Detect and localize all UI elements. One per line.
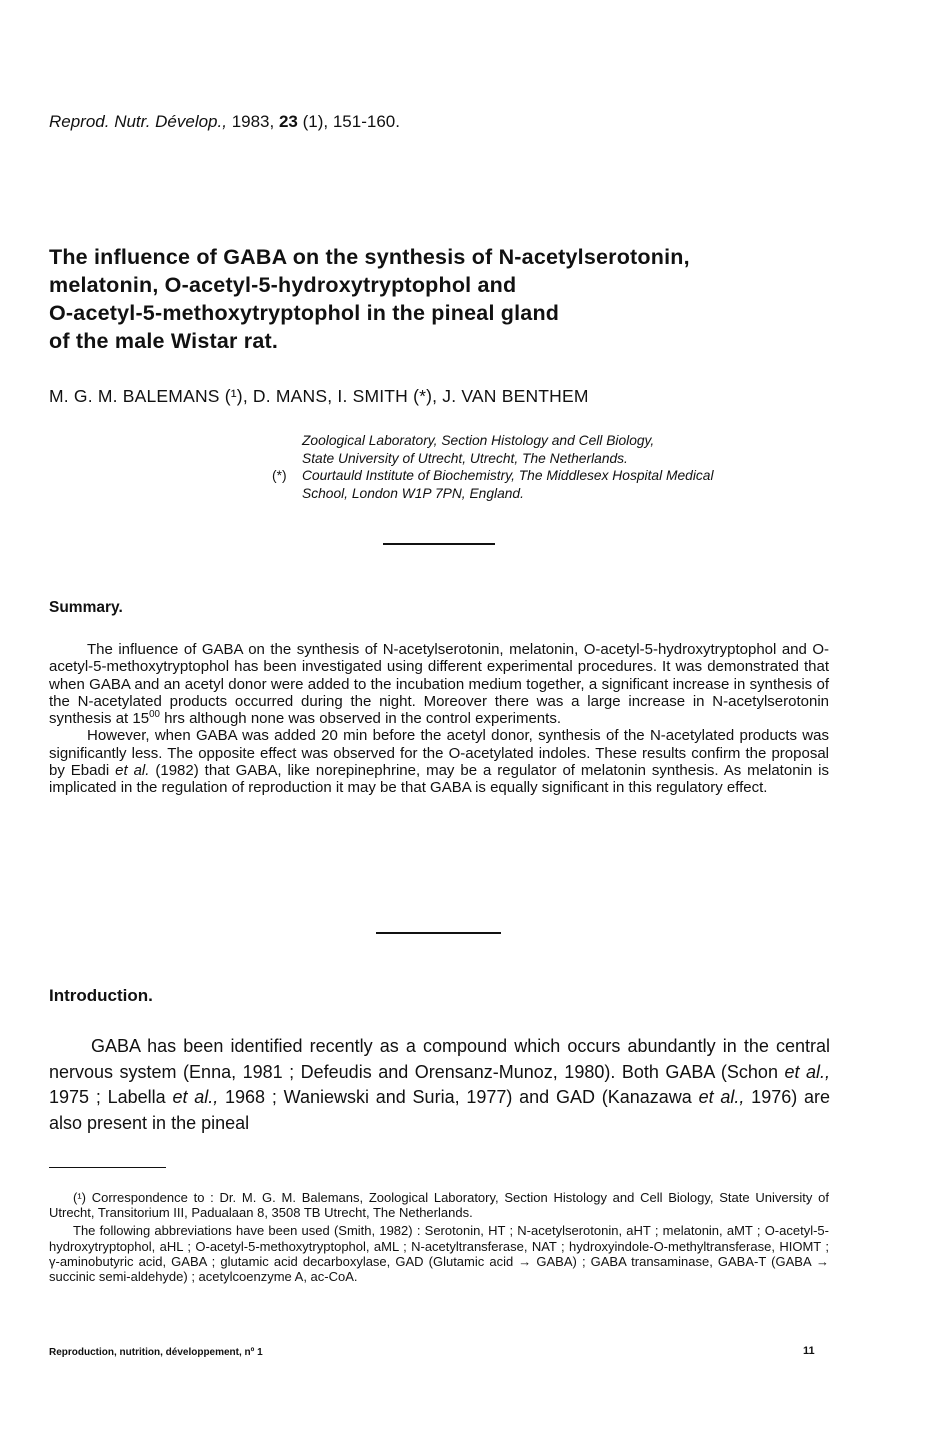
et-al: et al., [698,1087,745,1107]
summary-paragraph [49,727,829,796]
affiliations [272,432,714,502]
summary-heading: Summary. [49,599,123,616]
author-name: M. G. M. BALEMANS [49,386,220,406]
summary-text-run: (1982) that GABA, like norepinephrine, may be a regulator of melatonin synthesis. As melatonin is implicated in the regulation of reproduction it may be that GABA is equally significant in this regulatory effect. [49,762,829,797]
intro-text-run: 1975 ; Labella [49,1087,173,1107]
author-name: , J. VAN BENTHEM [432,386,589,406]
page-number: 11 [803,1345,815,1357]
running-footer: Reproduction, nutrition, développement, nº 1 [49,1347,263,1358]
journal-year: 1983, [231,112,275,131]
journal-citation [49,112,400,132]
paper-title [49,243,889,355]
et-al: et al. [115,762,150,780]
title-line: O-acetyl-5-methoxytryptophol in the pineal gland [49,301,560,325]
superscript-time: 00 [149,709,160,721]
summary-text-run: hrs although none was observed in the control experiments. [159,710,561,728]
footnote-abbreviations: The following abbreviations have been used (Smith, 1982) : Serotonin, HT ; N-acetylserotonin, aHT ; melatonin, aMT ; O-acetyl-5-hydroxytryptophol, aHL ; O-acetyl-5-methoxytryptophol, aML ; N-acetyltransferase, NAT ; hydroxyindole-O-methyltransferase, HIOMT ; γ-aminobutyric acid, GABA ; glutamic acid decarboxylase, GAD (Glutamic acid → GABA) ; GABA transaminase, GABA-T (GABA → succinic semi-aldehyde) ; acetylcoenzyme A, ac-CoA. [49,1223,829,1285]
footnote-correspondence [49,1190,829,1220]
introduction-heading: Introduction. [49,986,153,1005]
footnote-text: Correspondence to : Dr. M. G. M. Balemans, Zoological Laboratory, Section Histology and Cell Biology, State University of Utrecht, Transitorium III, Padualaan 8, 3508 TB Utrecht, The Netherlands. [49,1190,829,1221]
separator-rule [383,543,495,545]
journal-volume: 23 [278,112,298,131]
introduction-paragraph [49,1034,830,1136]
affiliation-line: State University of Utrecht, Utrecht, The Netherlands. [302,450,628,466]
et-al: et al., [172,1087,219,1107]
author-name: , D. MANS, I. SMITH [242,386,409,406]
author-affiliation-mark: (*) [413,386,433,406]
affiliation-line: Zoological Laboratory, Section Histology and Cell Biology, [302,433,655,448]
author-footnote-mark: (¹) [224,386,243,406]
summary-text-run: The influence of GABA on the synthesis of N-acetylserotonin, melatonin, O-acetyl-5-hydroxytryptophol and O-acetyl-5-methoxytryptophol has been investigated using different experimental procedures. It was demonstrated that when GABA and an acetyl donor were added to the incubation medium together, a significant increase in synthesis of the N-acetylated products occurred during the night. Moreover there was a large increase in N-acetylserotonin synthesis at 15 [49,641,829,728]
intro-text-run: 1976) are also present in the pineal [49,1087,831,1133]
et-al: et al., [784,1061,830,1082]
summary-text-run: However, when GABA was added 20 min before the acetyl donor, synthesis of the N-acetylated products was significantly less. The opposite effect was observed for the O-acetylated indoles. These results confirm the proposal by Ebadi [49,727,829,780]
footnote-rule [49,1167,166,1168]
intro-text-run: GABA has been identified recently as a compound which occurs abundantly in the central nervous system (Enna, 1981 ; Defeudis and Orensanz-Munoz, 1980). Both GABA (Schon [49,1036,830,1082]
journal-name: Reprod. Nutr. Dévelop., [49,112,227,131]
affiliation-line: Courtauld Institute of Biochemistry, The Middlesex Hospital Medical [302,468,714,483]
introduction-text [49,1034,830,1136]
summary-paragraph [49,641,829,727]
footnotes [49,1190,829,1287]
journal-issue-pages: (1), 151-160. [302,112,400,131]
footnote-mark: (¹) [73,1190,86,1205]
title-line: melatonin, O-acetyl-5-hydroxytryptophol and [49,273,517,297]
separator-rule [376,932,501,934]
summary-text [49,641,829,797]
intro-text-run: 1968 ; Waniewski and Suria, 1977) and GAD (Kanazawa [218,1087,699,1107]
author-list [49,386,589,407]
title-line: of the male Wistar rat. [49,329,279,353]
affiliation-mark: (*) [272,468,287,483]
title-line: The influence of GABA on the synthesis of N-acetylserotonin, [49,245,690,269]
affiliation-line: School, London W1P 7PN, England. [302,485,524,501]
